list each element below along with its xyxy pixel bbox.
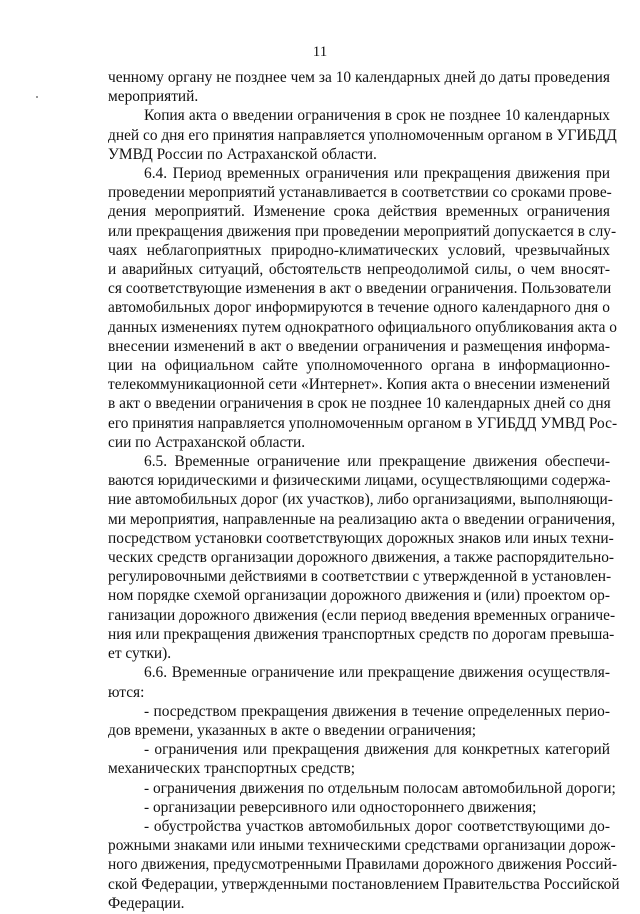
text-line: ции на официальном сайте уполномоченного органа в информационно- (108, 357, 610, 375)
text-line: ном порядке схемой организации дорожного движения и (или) проектом ор- (108, 587, 610, 605)
text-line: в акт о введении ограничения в срок не позднее 10 календарных дней со дня (108, 395, 611, 413)
text-line: ми мероприятия, направленные на реализацию акта о введении ограничения, (108, 510, 616, 528)
text-line: внесении изменений в акт о введении ограничения и размещения информа- (108, 337, 610, 355)
text-line: ваются юридическими и физическими лицами, осуществляющими содержа- (108, 472, 611, 490)
document-body (108, 68, 620, 913)
paragraph-item-5 (108, 817, 620, 913)
paragraph-item-2 (108, 740, 610, 778)
text-line: ганизации дорожного движения (если период введения временных ограниче- (108, 606, 616, 624)
text-line: сии по Астраханской области. (108, 433, 306, 451)
text-line: и аварийных ситуаций, обстоятельств непреодолимой силы, о чем вносят- (108, 261, 610, 279)
text-line: дней со дня его принятия направляется уполномоченным органом в УГИБДД (108, 126, 617, 144)
text-line: Федерации. (108, 894, 185, 912)
text-line: 6.4. Период временных ограничения или прекращения движения при (144, 165, 610, 183)
text-line: ного движения, предусмотренными Правилами дорожного движения Россий- (108, 856, 618, 874)
text-line: рожными знаками или иными техническими средствами организации дорож- (108, 837, 616, 855)
text-line: 6.5. Временные ограничение или прекращение движения обеспечи- (144, 453, 610, 471)
text-line: ся соответствующие изменения в акт о введении ограничения. Пользователи (108, 280, 612, 298)
text-line: - обустройства участков автомобильных дорог соответствующими до- (144, 817, 610, 835)
text-line: УМВД России по Астраханской области. (108, 145, 377, 163)
paragraph-item-4 (108, 798, 610, 817)
text-line: ческих средств организации дорожного движения, а также распорядительно- (108, 549, 615, 567)
text-line: или прекращения движения при проведении мероприятий допускается в слу- (108, 222, 617, 240)
text-line: данных изменениях путем однократного официального опубликования акта о (108, 318, 617, 336)
text-line: механических транспортных средств; (108, 760, 356, 778)
text-line: дов времени, указанных в акте о введении ограничения; (108, 721, 477, 739)
scan-artifact-dot (36, 96, 38, 98)
text-line: - организации реверсивного или одностороннего движения; (144, 798, 537, 816)
text-line: дения мероприятий. Изменение срока действия временных ограничения (108, 203, 610, 221)
text-line: автомобильных дорог информируются в течение одного календарного дня о (108, 299, 610, 317)
paragraph-cont-prev (108, 68, 610, 106)
text-line: Копия акта о введении ограничения в срок не позднее 10 календарных (144, 107, 610, 125)
text-line: - ограничения движения по отдельным полосам автомобильной дороги; (144, 779, 616, 797)
text-line: - посредством прекращения движения в течение определенных перио- (144, 702, 610, 720)
paragraph-p-6-4 (108, 164, 618, 452)
paragraph-item-1 (108, 702, 610, 740)
text-line: телекоммуникационной сети «Интернет». Копия акта о внесении изменений (108, 376, 610, 394)
text-line: ской Федерации, утвержденными постановлением Правительства Российской (108, 875, 620, 893)
text-line: регулировочными действиями в соответствии с утвержденной в установлен- (108, 568, 612, 586)
text-line: чаях неблагоприятных природно-климатических условий, чрезвычайных (108, 241, 610, 259)
text-line: 6.6. Временные ограничение или прекращение движения осуществля- (144, 664, 610, 682)
paragraph-p-6-5 (108, 452, 616, 663)
text-line: его принятия направляется уполномоченным органом в УГИБДД УМВД Рос- (108, 414, 618, 432)
text-line: посредством установки соответствующих дорожных знаков или иных техни- (108, 529, 614, 547)
text-line: ния или прекращения движения транспортных средств по дорогам превышa- (108, 625, 615, 643)
paragraph-copy-act (108, 106, 617, 164)
text-line: проведении мероприятий устанавливается в соответствии со сроками прове- (108, 184, 612, 202)
text-line: - ограничения или прекращения движения для конкретных категорий (144, 741, 610, 759)
text-line: ченному органу не позднее чем за 10 календарных дней до даты проведения (108, 69, 610, 86)
paragraph-p-6-6 (108, 663, 610, 701)
text-line: ние автомобильных дорог (их участков), либо организациями, выполняющи- (108, 491, 613, 509)
paragraph-item-3 (108, 779, 616, 798)
page-number: 11 (312, 44, 328, 60)
text-line: мероприятий. (108, 88, 199, 106)
text-line: ются: (108, 683, 145, 701)
text-line: ет сутки). (108, 645, 172, 663)
